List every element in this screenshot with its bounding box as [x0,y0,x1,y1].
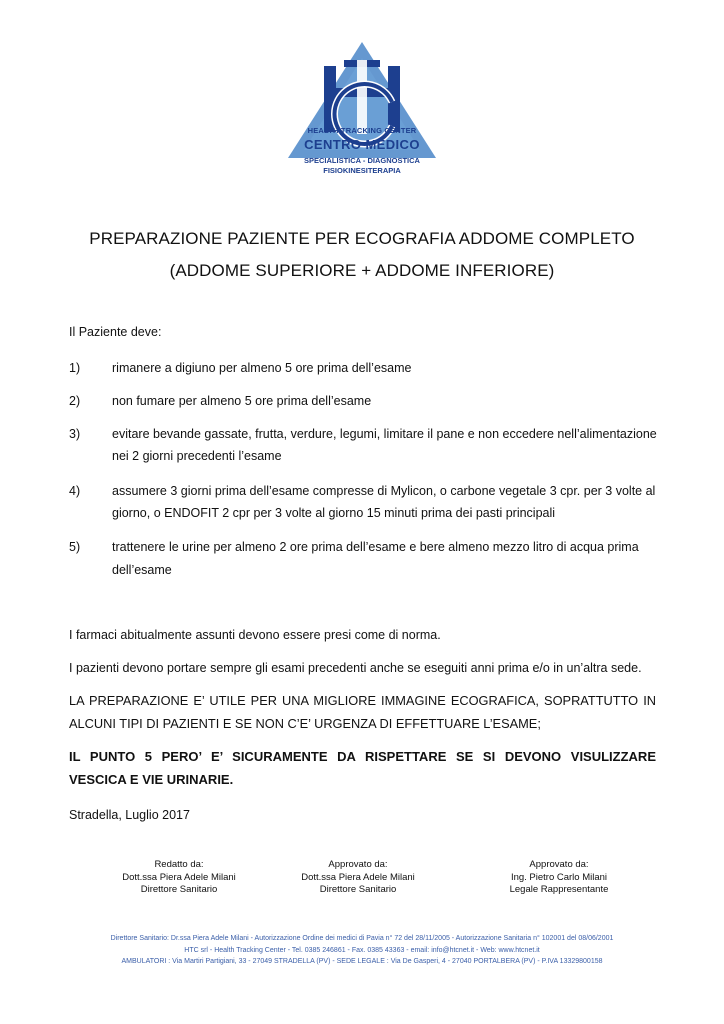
list-item-number: 3) [69,427,81,441]
signature-role: Approvato da: [328,859,388,870]
logo-name: CENTRO MEDICO [304,137,420,152]
signature-block-drafted [79,859,279,897]
footer-line-3: AMBULATORI : Via Martiri Partigiani, 33 - 27049 STRADELLA (PV) - SEDE LEGALE : Via De Gasperi, 4 - 27040 PORTALBERA (PV) - P.IVA 13329800158 [121,958,603,965]
list-item-text: evitare bevande gassate, frutta, verdure, legumi, limitare il pane e non eccedere nell’alimentazione [112,427,657,441]
list-item-number: 4) [69,484,81,498]
signature-role: Approvato da: [529,859,589,870]
list-item-text: non fumare per almeno 5 ore prima dell’esame [112,394,372,408]
list-item-number: 5) [69,540,81,554]
footer-line-2: HTC srl - Health Tracking Center - Tel. 0385 246861 - Fax. 0385 43363 - email: info@htcnet.it - Web: www.htcnet.it [184,947,540,954]
list-item-text: trattenere le urine per almeno 2 ore prima dell’esame e bere almeno mezzo litro di acqua prima [112,540,639,554]
signature-name: Dott.ssa Piera Adele Milani [122,871,236,883]
document-subtitle: (ADDOME SUPERIORE + ADDOME INFERIORE) [169,261,555,280]
warning-line-2: VESCICA E VIE URINARIE. [69,772,234,787]
signature-role: Redatto da: [154,859,204,870]
caps-text: LA PREPARAZIONE E’ UTILE PER UNA MIGLIORE IMMAGINE ECOGRAFICA, SOPRATTUTTO IN [69,693,656,708]
list-item-text: assumere 3 giorni prima dell’esame compresse di Mylicon, o carbone vegetale 3 cpr. per 3 volte al [112,484,656,498]
preparation-note-line-2 [69,716,656,731]
signature-name: Dott.ssa Piera Adele Milani [301,871,415,883]
list-item-text: dell’esame [112,563,172,577]
list-item-number: 2) [69,394,81,408]
intro-text: Il Paziente deve: [69,325,162,339]
warning-text: IL PUNTO 5 PERO’ E’ SICURAMENTE DA RISPETTARE SE SI DEVONO VISULIZZARE [69,749,656,764]
signature-name: Ing. Pietro Carlo Milani [510,871,608,883]
list-item-text: giorno, o ENDOFIT 2 cpr per 3 volte al giorno 15 minuti prima dei pasti principali [112,506,556,520]
footer-line-1: Direttore Sanitario: Dr.ssa Piera Adele Milani - Autorizzazione Ordine dei medici di Pavia n° 72 del 28/11/2005 - Autorizzazione Sanitaria n° 102001 del 08/06/2001 [110,935,614,942]
warning-line-1 [69,749,656,764]
list-item-number: 1) [69,361,81,375]
signature-title: Direttore Sanitario [140,884,218,895]
caps-text: ALCUNI TIPI DI PAZIENTI E SE NON C’E’ URGENZA DI EFFETTUARE L’ESAME; [69,716,541,731]
document-title: PREPARAZIONE PAZIENTE PER ECOGRAFIA ADDOME COMPLETO [89,229,635,248]
signature-title: Direttore Sanitario [319,884,397,895]
logo-tagline: HEALTH TRACKING CENTER [307,126,417,135]
list-item-text: rimanere a digiuno per almeno 5 ore prima dell’esame [112,361,412,375]
previous-exams-note: I pazienti devono portare sempre gli esami precedenti anche se eseguiti anni prima e/o in un’altra sede. [69,661,642,675]
signature-block-approved-1 [258,859,458,897]
signature-block-approved-2 [459,859,659,897]
signature-title: Legale Rappresentante [509,884,609,895]
logo-subtitle-2: FISIOKINESITERAPIA [323,166,401,175]
place-and-date: Stradella, Luglio 2017 [69,808,190,822]
medication-note: I farmaci abitualmente assunti devono essere presi come di norma. [69,628,441,642]
logo-subtitle: SPECIALISTICA - DIAGNOSTICA [304,156,420,165]
list-item-text: nei 2 giorni precedenti l’esame [112,449,282,463]
preparation-note-line-1 [69,693,656,708]
